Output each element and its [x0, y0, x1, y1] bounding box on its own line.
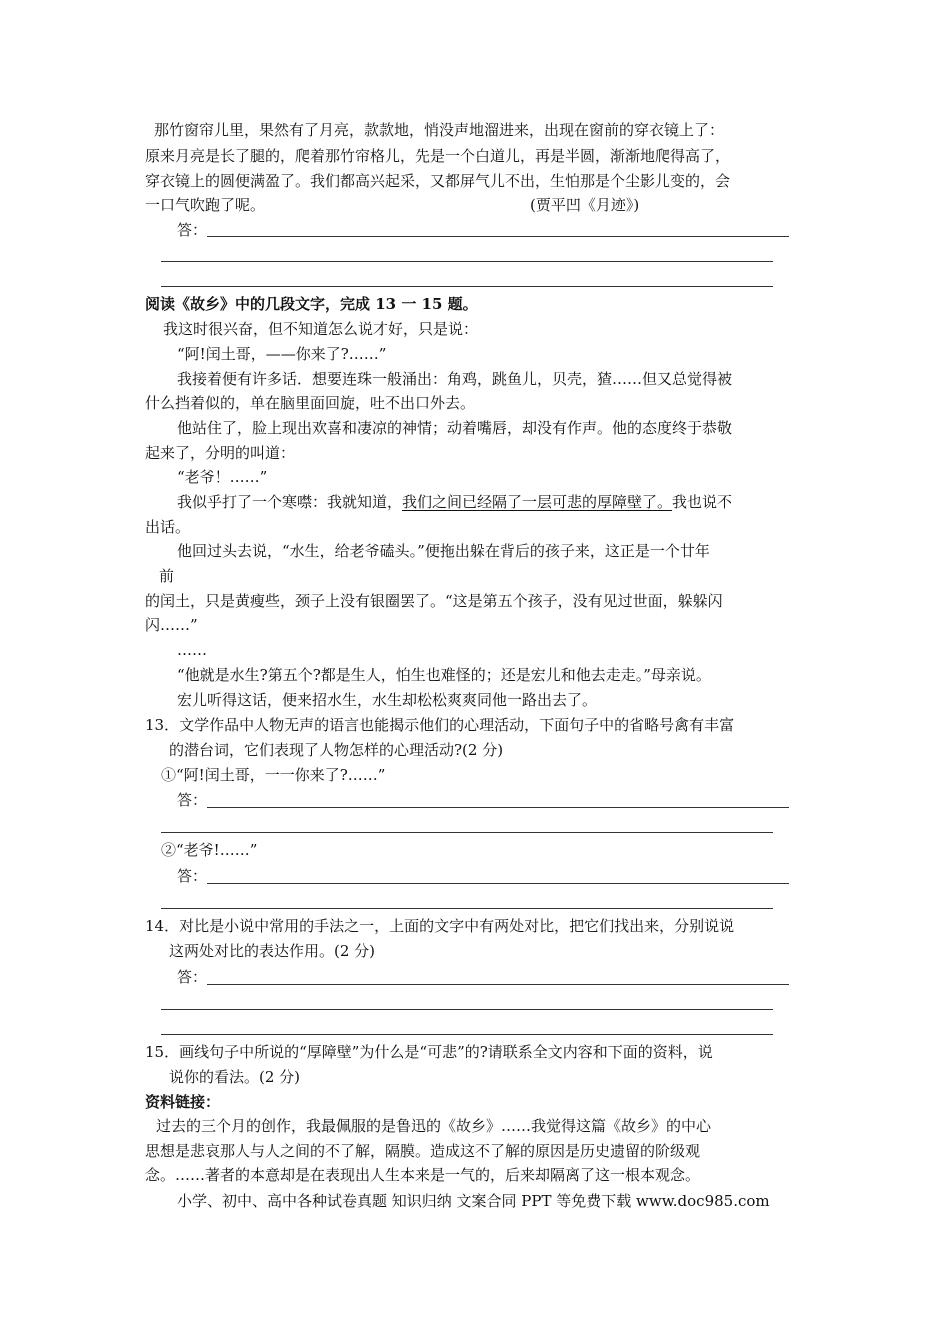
material-line: 过去的三个月的创作，我最佩服的是鲁迅的《故乡》……我觉得这篇《故乡》的中心 — [156, 1117, 712, 1135]
story-line: 闪……” — [145, 616, 198, 634]
question-13-sub2: ②“老爷!……” — [161, 841, 258, 859]
story-line: “阿!闰土哥，——你来了?……” — [177, 345, 387, 363]
answer-label: 答： — [177, 867, 208, 885]
answer-line[interactable] — [161, 286, 773, 287]
material-heading: 资料链接： — [145, 1093, 221, 1111]
question-14: 14．对比是小说中常用的手法之一，上面的文字中有两处对比，把它们找出来，分别说说 — [145, 917, 735, 935]
passage-line: 一口气吹跑了呢。 — [145, 196, 266, 214]
section-heading: 阅读《故乡》中的几段文字，完成 13 一 15 题。 — [145, 295, 478, 313]
story-line: 我这时很兴奋，但不知道怎么说才好，只是说： — [163, 320, 479, 338]
answer-line[interactable] — [161, 1034, 773, 1035]
story-line: “他就是水生?第五个?都是生人，怕生也难怪的；还是宏儿和他去走走。”母亲说。 — [177, 666, 711, 684]
material-line: 念。……著者的本意却是在表现出人生本来是一气的，后来却隔离了这一根本观念。 — [145, 1166, 701, 1184]
story-text: 我也说不 — [672, 493, 733, 511]
answer-line[interactable] — [207, 883, 789, 884]
question-15: 15．画线句子中所说的“厚障壁”为什么是“可悲”的?请联系全文内容和下面的资料，说 — [145, 1043, 713, 1061]
passage-line: 那竹窗帘儿里，果然有了月亮，款款地，悄没声地溜进来，出现在窗前的穿衣镜上了： — [154, 121, 725, 139]
answer-line[interactable] — [207, 984, 789, 985]
story-line: 宏儿听得这话，便来招水生，水生却松松爽爽同他一路出去了。 — [177, 691, 598, 709]
story-line: 他回过头去说，“水生，给老爷磕头。”便拖出躲在背后的孩子来，这正是一个廿年 — [177, 542, 710, 560]
story-line: 起来了，分明的叫道： — [145, 444, 296, 462]
question-13-sub1: ①“阿!闰土哥，一一你来了?……” — [161, 766, 386, 784]
footer-text: 小学、初中、高中各种试卷真题 知识归纳 文案合同 PPT 等免费下载 www.doc985.com — [177, 1192, 770, 1210]
question-13-cont: 的潜台词，它们表现了人物怎样的心理活动?(2 分) — [169, 741, 504, 759]
story-line: 我接着便有许多话．想要连珠一般涌出：角鸡，跳鱼儿，贝壳，猹……但又总觉得被 — [177, 370, 733, 388]
question-15-cont: 说你的看法。(2 分) — [169, 1068, 301, 1086]
answer-line[interactable] — [161, 1009, 773, 1010]
answer-line[interactable] — [161, 261, 773, 262]
story-line: “老爷！……” — [177, 468, 268, 486]
passage-source: (贾平凹《月迹》) — [530, 196, 640, 214]
story-line: 的闰土，只是黄瘦些，颈子上没有银圈罢了。“这是第五个孩子，没有见过世面，躲躲闪 — [145, 592, 723, 610]
story-line: …… — [177, 641, 207, 659]
story-line: 前 — [159, 567, 175, 585]
story-line: 出话。 — [145, 518, 191, 536]
answer-label: 答： — [177, 791, 208, 809]
story-line: 他站住了，脸上现出欢喜和凄凉的神情；动着嘴唇，却没有作声。他的态度终于恭敬 — [177, 419, 733, 437]
answer-label: 答： — [177, 221, 208, 239]
answer-line[interactable] — [161, 832, 773, 833]
question-13: 13．文学作品中人物无声的语言也能揭示他们的心理活动，下面句子中的省略号禽有丰富 — [145, 716, 735, 734]
story-text: 我似乎打了一个寒噤：我就知道， — [177, 493, 403, 511]
question-14-cont: 这两处对比的表达作用。(2 分) — [169, 942, 376, 960]
story-line: 什么挡着似的，单在脑里面回旋，吐不出口外去。 — [145, 394, 476, 412]
story-line — [177, 492, 732, 512]
material-line: 思想是悲哀那人与人之间的不了解，隔膜。造成这不了解的原因是历史遗留的阶级观 — [145, 1142, 701, 1160]
underlined-sentence: 我们之间已经隔了一层可悲的厚障壁了。 — [402, 493, 673, 511]
answer-line[interactable] — [207, 236, 789, 237]
passage-line: 穿衣镜上的圆便满盈了。我们都高兴起采，又都屏气儿不出，生怕那是个尘影儿变的，会 — [145, 172, 731, 190]
answer-label: 答： — [177, 968, 208, 986]
passage-line: 原来月亮是长了腿的，爬着那竹帘格儿，先是一个白道儿，再是半圆，渐渐地爬得高了， — [145, 147, 731, 165]
answer-line[interactable] — [207, 807, 789, 808]
answer-line[interactable] — [161, 908, 773, 909]
